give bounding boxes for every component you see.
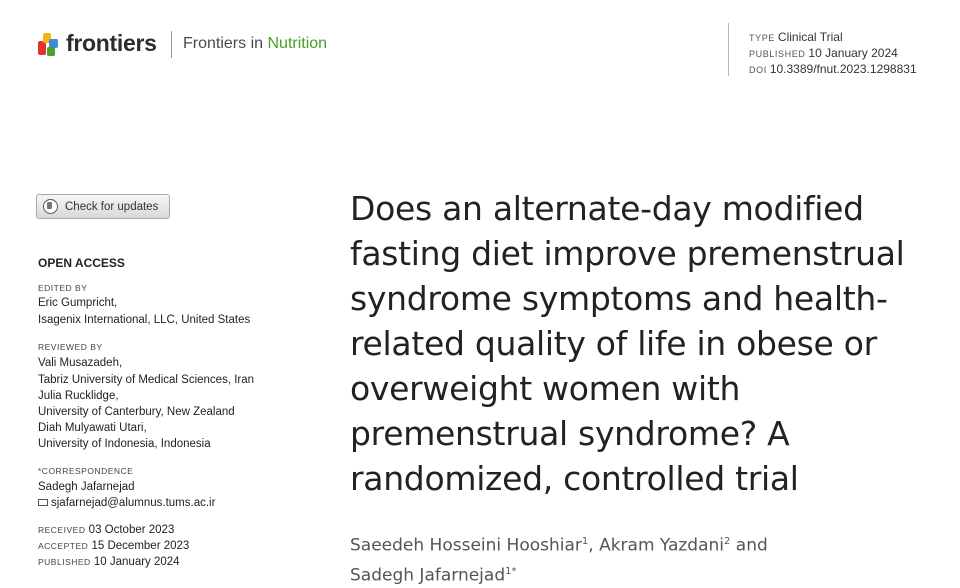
date-published-value: 10 January 2024: [93, 556, 180, 568]
meta-type: [749, 30, 843, 45]
author-2-affiliation: 2: [724, 536, 731, 547]
open-access-label: OPEN ACCESS: [38, 256, 125, 270]
editor-name: Eric Gumpricht,: [38, 297, 118, 309]
author-1[interactable]: Saeedeh Hosseini Hooshiar: [350, 535, 582, 556]
frontiers-logo[interactable]: [38, 30, 157, 57]
date-published: [38, 555, 298, 570]
check-for-updates-button[interactable]: [36, 194, 170, 219]
mail-icon: [38, 499, 48, 506]
author-3[interactable]: Sadegh Jafarnejad: [350, 565, 506, 586]
reviewer-2-affiliation: University of Canterbury, New Zealand: [38, 406, 235, 418]
meta-type-label: TYPE: [749, 33, 775, 43]
date-accepted: [38, 539, 298, 554]
meta-published: [749, 46, 898, 61]
meta-doi: [749, 62, 917, 77]
reviewer-3-affiliation: University of Indonesia, Indonesia: [38, 438, 211, 450]
reviewer-1-affiliation: Tabriz University of Medical Sciences, Iran: [38, 374, 255, 386]
author-separator-1: ,: [588, 535, 600, 556]
date-accepted-value: 15 December 2023: [91, 540, 190, 552]
date-received-value: 03 October 2023: [88, 524, 175, 536]
check-updates-icon: [43, 199, 58, 214]
date-received-label: RECEIVED: [38, 525, 86, 535]
journal-accent: Nutrition: [267, 35, 328, 52]
journal-prefix: Frontiers in: [183, 35, 264, 52]
author-1-affiliation: 1: [581, 536, 589, 547]
correspondence-name: Sadegh Jafarnejad: [38, 481, 135, 493]
date-received: [38, 523, 298, 538]
meta-published-label: PUBLISHED: [749, 49, 806, 59]
reviewer-2-name: Julia Rucklidge,: [38, 390, 119, 402]
frontiers-logo-icon: [38, 31, 60, 57]
meta-divider: [728, 23, 729, 76]
reviewer-1-name: Vali Musazadeh,: [38, 357, 123, 369]
correspondence-email-text: sjafarnejad@alumnus.tums.ac.ir: [51, 497, 216, 509]
meta-type-value: Clinical Trial: [777, 30, 843, 44]
editor-affiliation: Isagenix International, LLC, United States: [38, 314, 251, 326]
correspondence-label: *CORRESPONDENCE: [38, 466, 134, 476]
correspondence-email[interactable]: [38, 496, 298, 511]
check-updates-label: Check for updates: [65, 200, 159, 213]
author-3-affiliation: 1*: [505, 565, 517, 577]
brand-name: frontiers: [66, 30, 157, 56]
header-divider: [171, 31, 172, 58]
date-published-label: PUBLISHED: [38, 557, 91, 567]
article-title: Does an alternate-day modified fasting diet improve premenstrual syndrome symptoms and health-related quality of life in obese or overweight women with premenstrual syndrome? A randomized, controlled trial: [350, 189, 905, 498]
reviewer-3-name: Diah Mulyawati Utari,: [38, 422, 147, 434]
edited-by-label: EDITED BY: [38, 283, 88, 293]
author-list: [350, 529, 910, 588]
journal-name[interactable]: [183, 35, 327, 53]
author-separator-2: and: [730, 535, 768, 556]
meta-doi-value[interactable]: 10.3389/fnut.2023.1298831: [769, 62, 917, 76]
author-2[interactable]: Akram Yazdani: [599, 535, 725, 556]
meta-published-value: 10 January 2024: [808, 46, 898, 60]
date-accepted-label: ACCEPTED: [38, 541, 89, 551]
meta-doi-label: DOI: [749, 65, 767, 75]
reviewed-by-label: REVIEWED BY: [38, 342, 103, 352]
